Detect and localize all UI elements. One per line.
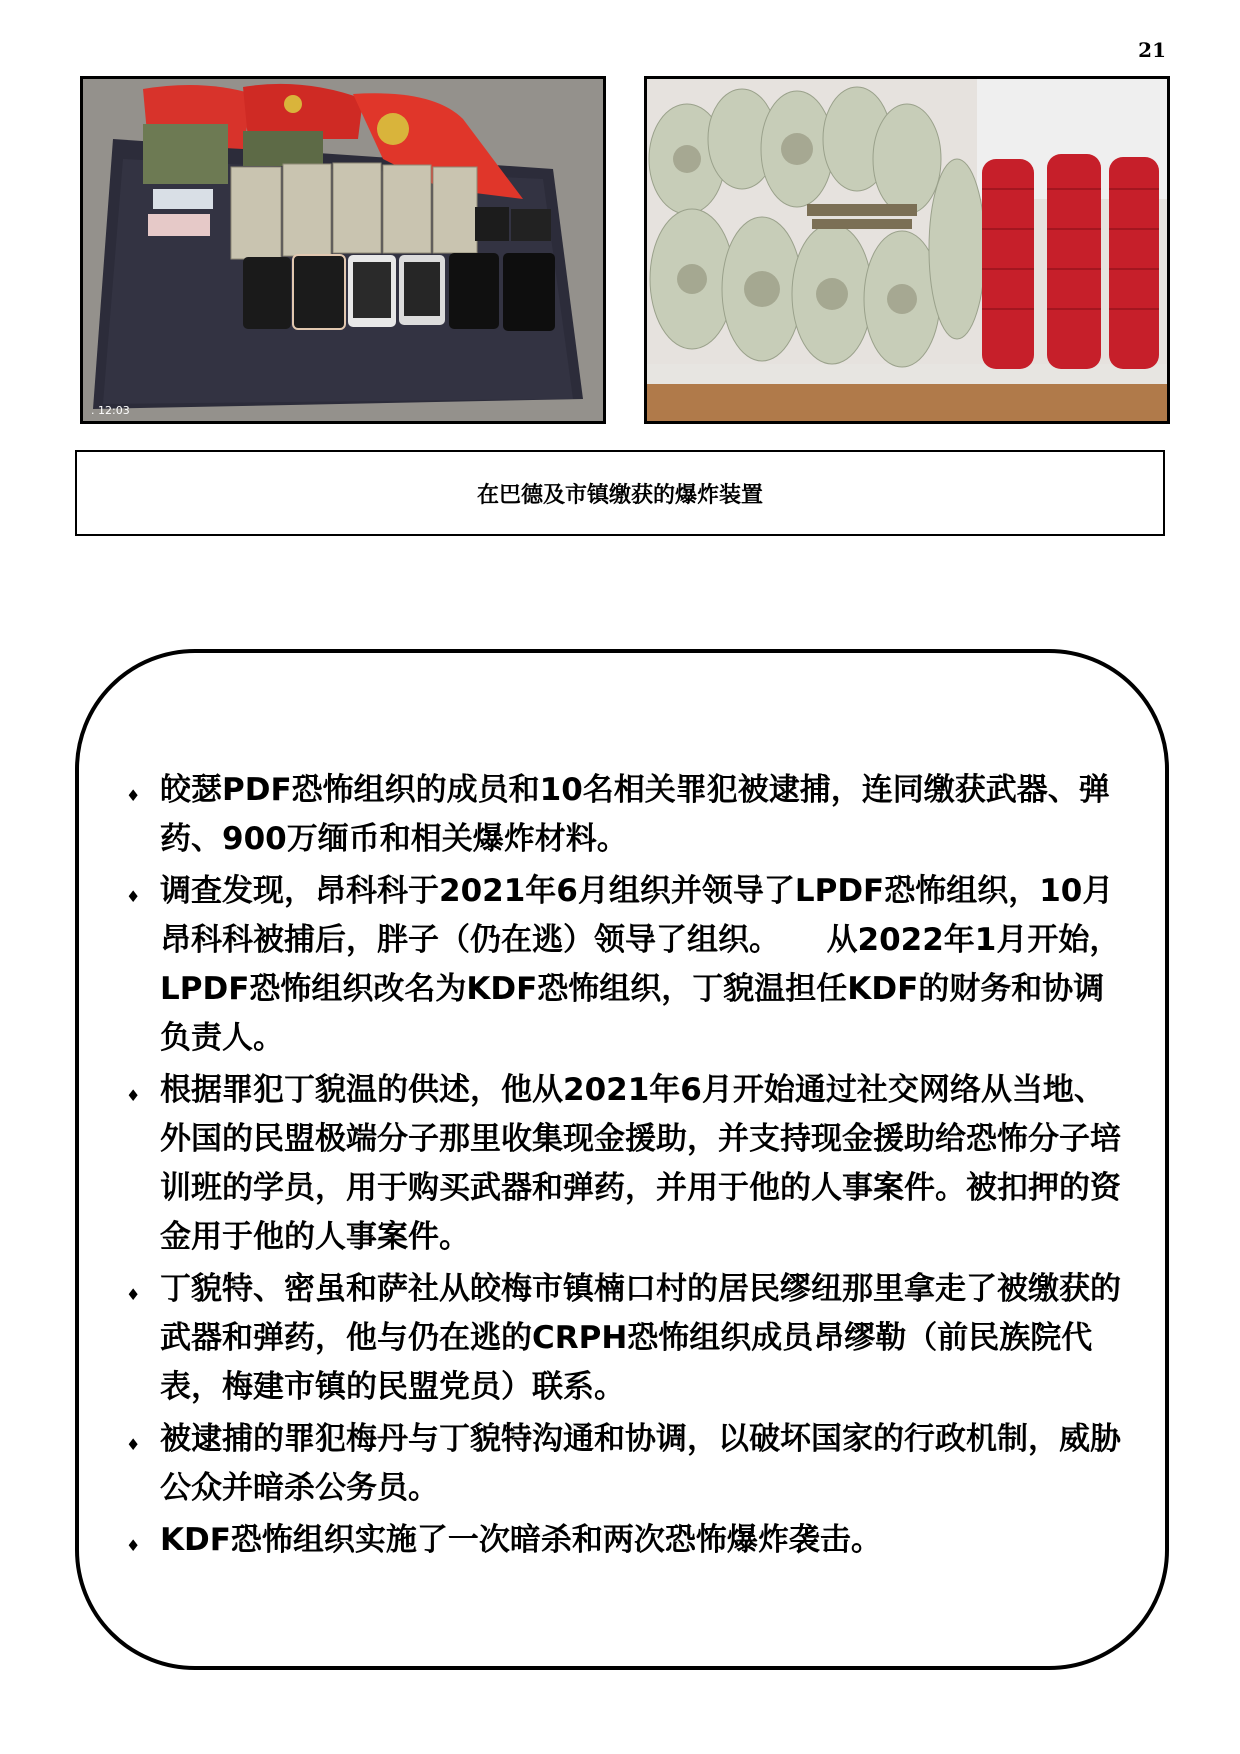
diamond-bullet-icon: ♦ (126, 1285, 141, 1304)
bullet-text: 被逮捕的罪犯梅丹与丁貌特沟通和协调，以破坏国家的行政机制，威胁公众并暗杀公务员。 (160, 1421, 1121, 1506)
summary-bullet-list (126, 766, 1126, 1568)
photo-timestamp: . 12:03 (91, 404, 130, 417)
diamond-bullet-icon: ♦ (126, 1536, 141, 1555)
diamond-bullet-icon: ♦ (126, 786, 141, 805)
bullet-text: 根据罪犯丁貌温的供述，他从2021年6月开始通过社交网络从当地、外国的民盟极端分子那里收集现金援助，并支持现金援助给恐怖分子培训班的学员，用于购买武器和弹药，并用于他的人事案件。被扣押的资金用于他的人事案件。 (160, 1072, 1121, 1255)
bullet-text: 皎瑟PDF恐怖组织的成员和10名相关罪犯被逮捕，连同缴获武器、弹药、900万缅币和相关爆炸材料。 (160, 772, 1110, 857)
diamond-bullet-icon: ♦ (126, 1086, 141, 1105)
explosive-devices-photo-right (644, 76, 1170, 424)
bullet-item (126, 1415, 1126, 1513)
page-number: 21 (1138, 38, 1166, 62)
bullet-item (126, 1516, 1126, 1565)
bullet-item (126, 1066, 1126, 1262)
bullet-item (126, 867, 1126, 1063)
diamond-bullet-icon: ♦ (126, 1435, 141, 1454)
photo-caption (75, 450, 1165, 536)
explosive-devices-image (647, 79, 1167, 421)
photo-caption-text: 在巴德及市镇缴获的爆炸装置 (476, 482, 763, 508)
bullet-text: 调查发现，昂科科于2021年6月组织并领导了LPDF恐怖组织，10月昂科科被捕后，胖子（仍在逃）领导了组织。 从2022年1月开始，LPDF恐怖组织改名为KDF恐怖组织，丁貌温担任KDF的财务和协调负责人。 (160, 873, 1121, 1056)
bullet-text: 丁貌特、密虽和萨社从皎梅市镇楠口村的居民缪纽那里拿走了被缴获的武器和弹药，他与仍在逃的CRPH恐怖组织成员昂缪勒（前民族院代表，梅建市镇的民盟党员）联系。 (160, 1271, 1121, 1405)
bullet-text: KDF恐怖组织实施了一次暗杀和两次恐怖爆炸袭击。 (160, 1522, 882, 1558)
seized-items-photo-left (80, 76, 606, 424)
bullet-item (126, 766, 1126, 864)
bullet-item (126, 1265, 1126, 1412)
seized-items-image (83, 79, 603, 421)
diamond-bullet-icon: ♦ (126, 887, 141, 906)
